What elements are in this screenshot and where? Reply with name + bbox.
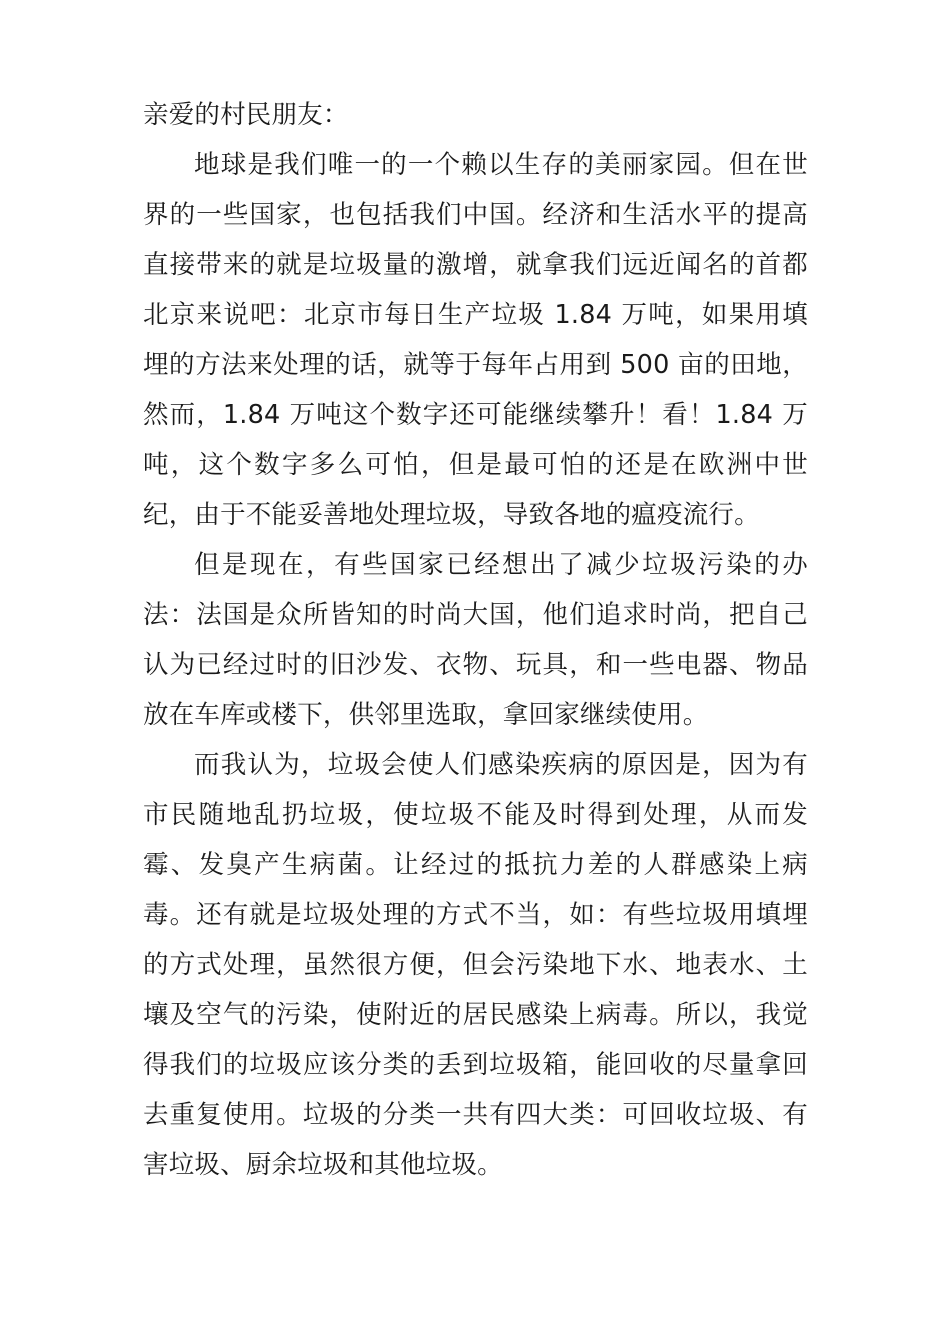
letter-body — [143, 90, 808, 1190]
paragraph-france-reuse: 但是现在，有些国家已经想出了减少垃圾污染的办法：法国是众所皆知的时尚大国，他们追求时尚，把自己认为已经过时的旧沙发、衣物、玩具，和一些电器、物品放在车库或楼下，供邻里选取，拿回家继续使用。 — [143, 550, 808, 730]
paragraph-earth-and-beijing-waste: 地球是我们唯一的一个赖以生存的美丽家园。但在世界的一些国家，也包括我们中国。经济和生活水平的提高直接带来的就是垃圾量的激增，就拿我们远近闻名的首都北京来说吧：北京市每日生产垃圾 1.84 万吨，如果用填埋的方法来处理的话，就等于每年占用到 500 亩的田地，然而，1.84 万吨这个数字还可能继续攀升！看！1.84 万吨，这个数字多么可怕，但是最可怕的还是在欧洲中世纪，由于不能妥善地处理垃圾，导致各地的瘟疫流行。 — [143, 150, 808, 530]
paragraph-disease-and-classification: 而我认为，垃圾会使人们感染疾病的原因是，因为有市民随地乱扔垃圾，使垃圾不能及时得到处理，从而发霉、发臭产生病菌。让经过的抵抗力差的人群感染上病毒。还有就是垃圾处理的方式不当，如：有些垃圾用填埋的方式处理，虽然很方便，但会污染地下水、地表水、土壤及空气的污染，使附近的居民感染上病毒。所以，我觉得我们的垃圾应该分类的丢到垃圾箱，能回收的尽量拿回去重复使用。垃圾的分类一共有四大类：可回收垃圾、有害垃圾、厨余垃圾和其他垃圾。 — [143, 750, 808, 1180]
letter-salutation: 亲爱的村民朋友： — [143, 100, 349, 130]
